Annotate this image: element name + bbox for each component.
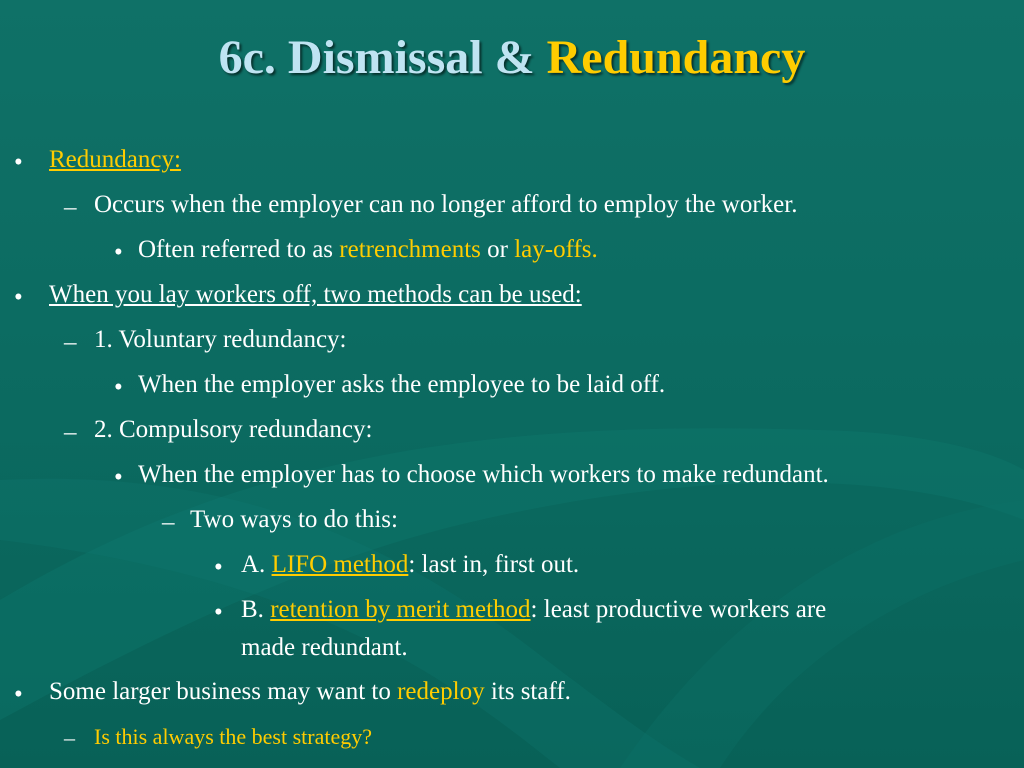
list-item bbox=[241, 551, 579, 579]
list-item: 2. Compulsory redundancy: bbox=[94, 416, 373, 443]
bullet-dot: • bbox=[114, 374, 123, 401]
list-item: When you lay workers off, two methods can be used: bbox=[49, 281, 582, 308]
list-item: Two ways to do this: bbox=[190, 506, 398, 533]
bullet-dot: • bbox=[214, 554, 223, 581]
list-item: Is this always the best strategy? bbox=[94, 724, 372, 749]
text-segment: or bbox=[480, 236, 515, 263]
slide-title bbox=[0, 30, 1024, 85]
term-retention-by-merit-method: retention by merit method bbox=[270, 596, 531, 623]
term-retrenchments: retrenchments bbox=[339, 236, 481, 263]
bullet-dot: • bbox=[14, 284, 23, 311]
list-item: Occurs when the employer can no longer afford to employ the worker. bbox=[94, 191, 798, 218]
title-prefix: 6c. Dismissal & bbox=[218, 31, 547, 84]
bullet-dot: • bbox=[14, 681, 23, 708]
list-item-continuation: made redundant. bbox=[241, 634, 408, 661]
list-item bbox=[241, 596, 826, 624]
bullet-dot: • bbox=[214, 599, 223, 626]
text-segment: : least productive workers are bbox=[530, 596, 827, 623]
text-segment: A. bbox=[241, 551, 272, 578]
bullet-dot: • bbox=[114, 239, 123, 266]
bullet-dash: – bbox=[64, 725, 75, 750]
bullet-dash: – bbox=[162, 509, 175, 536]
list-item bbox=[49, 678, 571, 706]
list-item bbox=[138, 236, 598, 264]
text-segment: Often referred to as bbox=[138, 236, 340, 263]
redundancy-heading: Redundancy: bbox=[49, 146, 181, 173]
bullet-dot: • bbox=[114, 464, 123, 491]
text-segment: its staff. bbox=[484, 678, 571, 705]
list-item: 1. Voluntary redundancy: bbox=[94, 326, 347, 353]
term-lay-offs: lay-offs. bbox=[514, 236, 598, 263]
bullet-dot: • bbox=[14, 149, 23, 176]
term-lifo-method: LIFO method bbox=[271, 551, 409, 578]
text-segment: Some larger business may want to bbox=[49, 678, 398, 705]
text-segment: : last in, first out. bbox=[408, 551, 580, 578]
bullet-dash: – bbox=[64, 194, 77, 221]
list-item: When the employer asks the employee to be laid off. bbox=[138, 371, 666, 398]
term-redeploy: redeploy bbox=[397, 678, 485, 705]
bullet-dash: – bbox=[64, 419, 77, 446]
bullet-dash: – bbox=[64, 329, 77, 356]
list-item bbox=[49, 146, 181, 174]
list-item: When the employer has to choose which workers to make redundant. bbox=[138, 461, 829, 488]
title-accent: Redundancy bbox=[546, 31, 806, 84]
text-segment: B. bbox=[241, 596, 271, 623]
